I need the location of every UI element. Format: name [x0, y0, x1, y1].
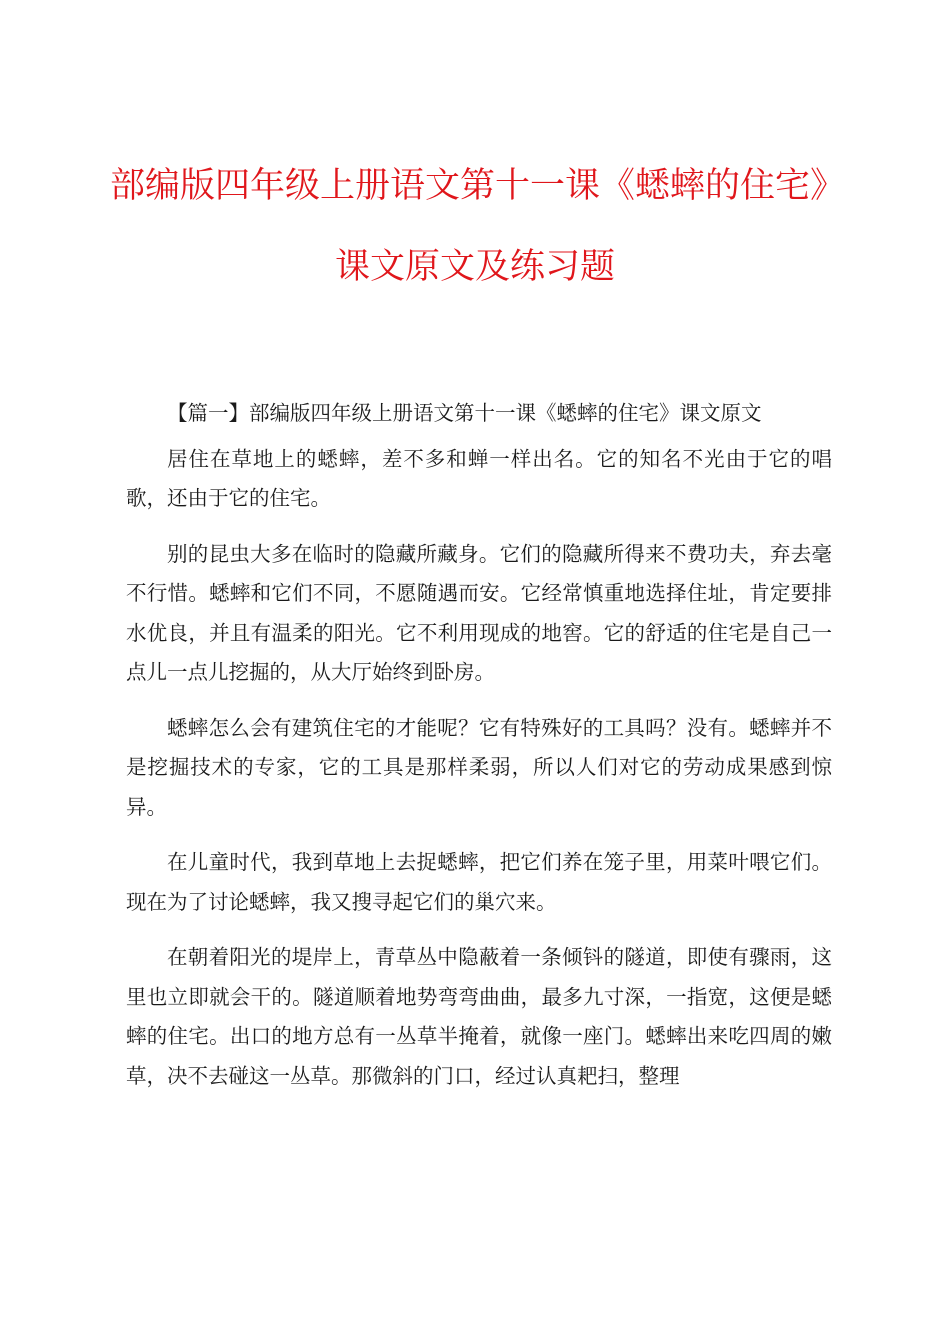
document-title-line-2: 课文原文及练习题	[334, 247, 615, 287]
paragraph-3: 蟋蟀怎么会有建筑住宅的才能呢？它有特殊好的工具吗？没有。蟋蟀并不是挖掘技术的专家，它的工具是那样柔弱，所以人们对它的劳动成果感到惊异。	[126, 715, 832, 819]
paragraph-4: 在儿童时代，我到草地上去捉蟋蟀，把它们养在笼子里，用菜叶喂它们。现在为了讨论蟋蟀，我又搜寻起它们的巢穴来。	[126, 850, 832, 914]
document-title-line-1: 部编版四年级上册语文第十一课《蟋蟀的住宅》	[110, 166, 846, 206]
paragraph-1: 居住在草地上的蟋蟀，差不多和蝉一样出名。它的知名不光由于它的唱歌，还由于它的住宅。	[126, 446, 832, 510]
paragraph-2: 别的昆虫大多在临时的隐藏所藏身。它们的隐藏所得来不费功夫，弃去毫不行惜。蟋蟀和它们不同，不愿随遇而安。它经常慎重地选择住址，肯定要排水优良，并且有温柔的阳光。它不利用现成的地窖。它的舒适的住宅是自己一点儿一点儿挖掘的，从大厅始终到卧房。	[126, 541, 832, 684]
paragraph-5: 在朝着阳光的堤岸上，青草丛中隐蔽着一条倾钭的隧道，即使有骤雨，这里也立即就会干的。隧道顺着地势弯弯曲曲，最多九寸深，一指宽，这便是蟋蟀的住宅。出口的地方总有一丛草半掩着，就像一座门。蟋蟀出来吃四周的嫩草，决不去碰这一丛草。那微斜的门口，经过认真耙扫，整理	[126, 945, 832, 1088]
section-heading: 【篇一】部编版四年级上册语文第十一课《蟋蟀的住宅》课文原文	[167, 401, 762, 425]
document-body	[126, 394, 832, 1112]
